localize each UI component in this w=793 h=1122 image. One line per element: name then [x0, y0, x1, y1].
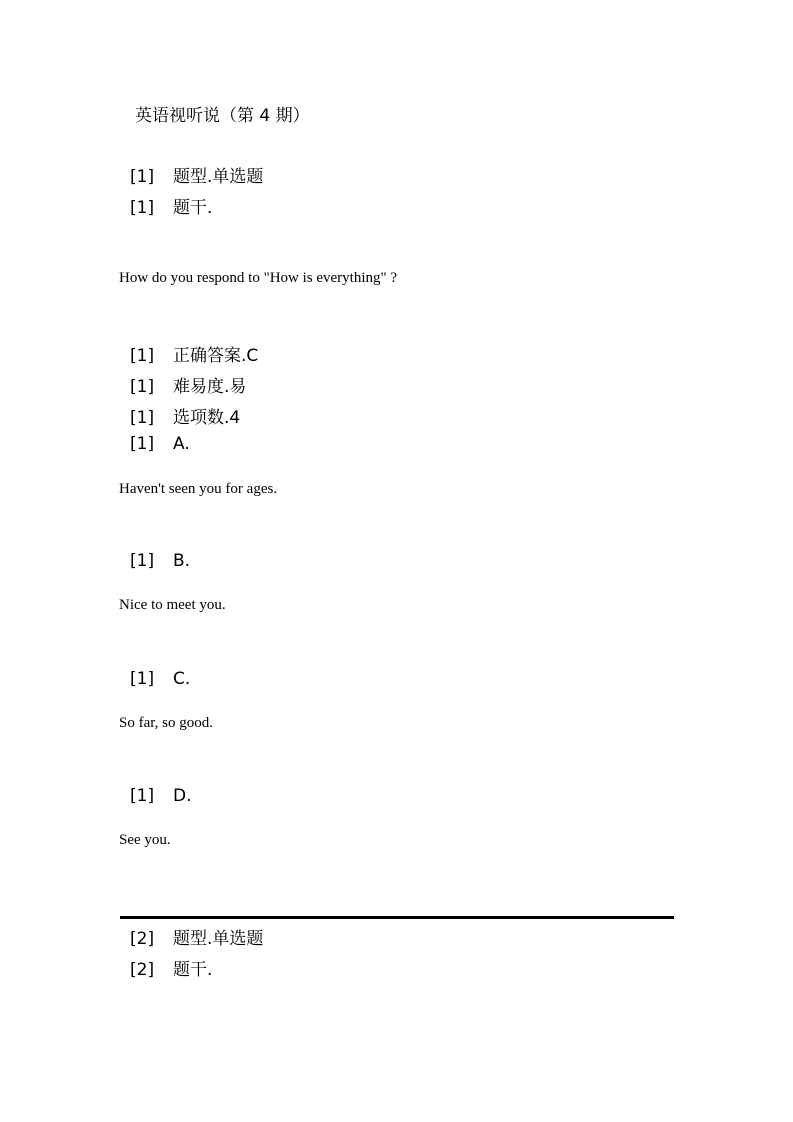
- q1-difficulty-number: [1]: [130, 377, 155, 397]
- option-d-number: [1]: [130, 786, 155, 806]
- option-a-number: [1]: [130, 434, 155, 454]
- option-c-row: [130, 669, 190, 689]
- q2-type-row: [130, 924, 263, 949]
- option-b-letter: B.: [173, 551, 191, 571]
- option-c-text: So far, so good.: [119, 715, 213, 731]
- q1-options-count-number: [1]: [130, 408, 155, 428]
- q1-type-label: 题型.单选题: [173, 167, 264, 187]
- option-a-text: Haven't seen you for ages.: [119, 481, 278, 497]
- q1-answer-label: 正确答案.C: [173, 346, 259, 366]
- q1-stem-text: How do you respond to "How is everything" ?: [119, 270, 398, 286]
- q2-stem-label: 题干.: [173, 960, 213, 980]
- q1-stem-label: 题干.: [173, 198, 213, 218]
- question-divider: [120, 916, 674, 919]
- q1-answer-number: [1]: [130, 346, 155, 366]
- q1-difficulty-row: [130, 372, 246, 397]
- option-d-letter: D.: [173, 786, 192, 806]
- option-a-row: [130, 434, 190, 454]
- q2-type-label: 题型.单选题: [173, 929, 264, 949]
- q1-options-count-row: [130, 403, 240, 428]
- option-d-row: [130, 786, 192, 806]
- q1-type-number: [1]: [130, 167, 155, 187]
- q1-stem-row: [130, 193, 212, 218]
- q2-stem-number: [2]: [130, 960, 155, 980]
- option-b-number: [1]: [130, 551, 155, 571]
- option-b-text: Nice to meet you.: [119, 597, 226, 613]
- q1-stem-number: [1]: [130, 198, 155, 218]
- option-d-text: See you.: [119, 832, 171, 848]
- q1-type-row: [130, 162, 263, 187]
- q2-stem-row: [130, 955, 212, 980]
- document-title: 英语视听说（第 4 期）: [135, 106, 310, 126]
- q1-difficulty-label: 难易度.易: [173, 377, 247, 397]
- q1-options-count-label: 选项数.4: [173, 408, 241, 428]
- option-c-letter: C.: [173, 669, 191, 689]
- q1-answer-row: [130, 341, 258, 366]
- option-c-number: [1]: [130, 669, 155, 689]
- option-b-row: [130, 551, 190, 571]
- option-a-letter: A.: [173, 434, 190, 454]
- q2-type-number: [2]: [130, 929, 155, 949]
